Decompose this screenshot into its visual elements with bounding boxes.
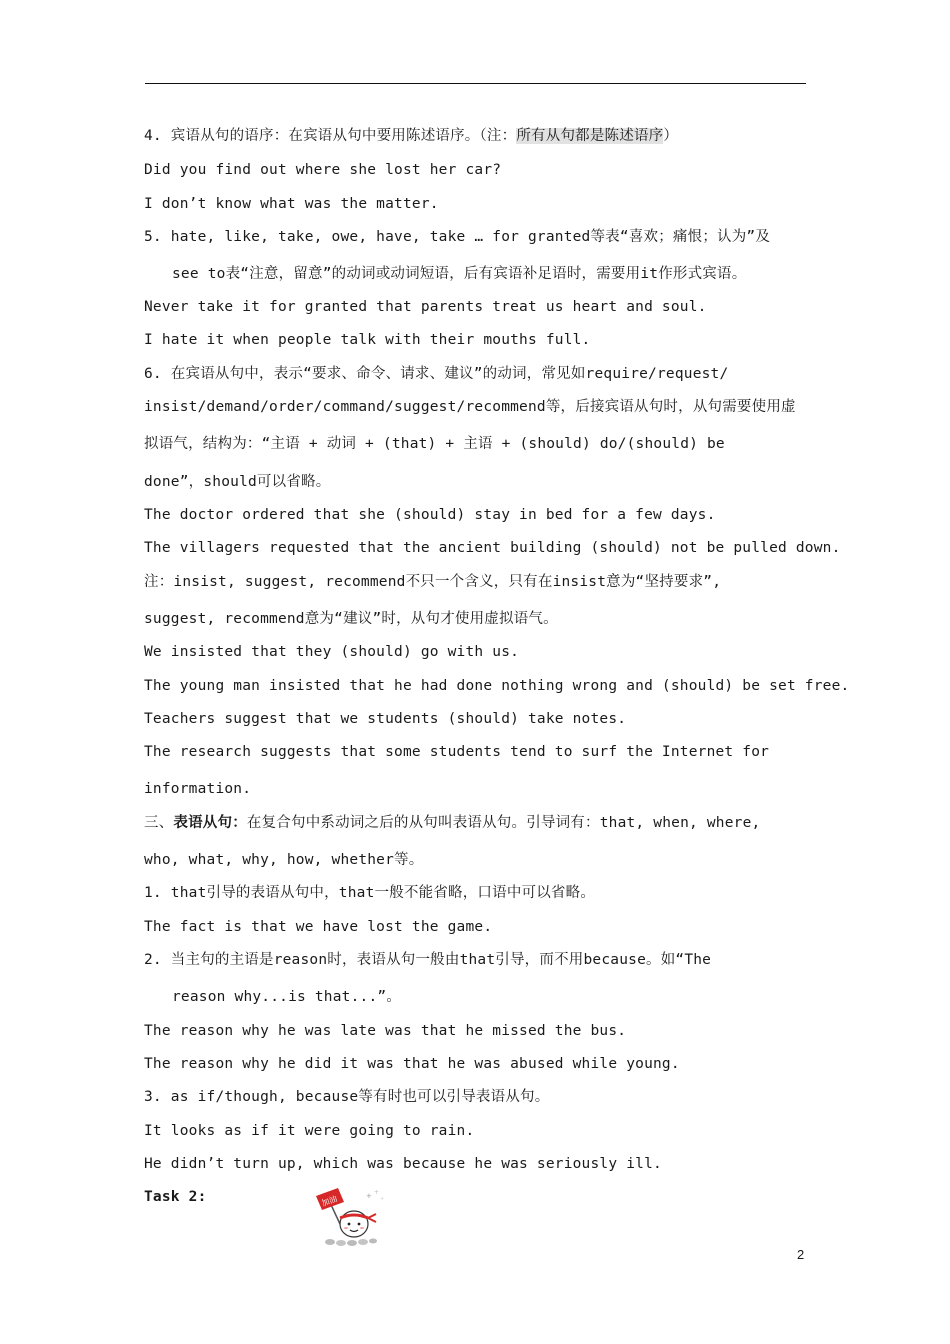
task-2-heading: Task 2: (144, 1189, 207, 1205)
note-line: suggest, recommend意为“建议”时，从句才使用虚拟语气。 (144, 611, 558, 627)
example-sentence: Did you find out where she lost her car? (144, 162, 502, 178)
example-sentence: I don’t know what was the matter. (144, 196, 439, 212)
svg-text:+: + (380, 1196, 385, 1202)
example-sentence: The fact is that we have lost the game. (144, 919, 493, 935)
example-sentence: The young man insisted that he had done nothing wrong and (should) be set free. (144, 678, 850, 694)
example-sentence: information. (144, 781, 252, 797)
example-sentence: I hate it when people talk with their mouths full. (144, 332, 591, 348)
section-3-continuation: who, what, why, how, whether等。 (144, 852, 424, 868)
section-3-heading: 三、表语从句：在复合句中系动词之后的从句叫表语从句。引导词有：that, when, where, (144, 815, 761, 831)
section-3-title: 表语从句： (173, 815, 247, 831)
rule-2-continuation: reason why...is that...”。 (172, 989, 402, 1005)
example-sentence: Teachers suggest that we students (should) take notes. (144, 711, 627, 727)
point-6-continuation: done”，should可以省略。 (144, 474, 331, 490)
example-sentence: We insisted that they (should) go with us. (144, 644, 520, 660)
point-6-continuation: 拟语气，结构为：“主语 + 动词 + (that) + 主语 + (should) do/(should) be (144, 436, 725, 452)
example-sentence: The reason why he was late was that he missed the bus. (144, 1023, 627, 1039)
point-6-continuation: insist/demand/order/command/suggest/recommend等，后接宾语从句时，从句需要使用虚 (144, 399, 796, 415)
example-sentence: It looks as if it were going to rain. (144, 1123, 475, 1139)
cheering-mascot-icon (310, 1184, 390, 1248)
rule-2: 2. 当主句的主语是reason时，表语从句一般由that引导，而不用because。如“The (144, 952, 712, 968)
header-rule (145, 83, 806, 84)
highlighted-note: 所有从句都是陈述语序 (516, 128, 664, 144)
svg-text:+: + (374, 1189, 380, 1196)
svg-text:+: + (366, 1192, 372, 1200)
rule-3: 3. as if/though, because等有时也可以引导表语从句。 (144, 1089, 550, 1105)
note-line: 注：insist, suggest, recommend不只一个含义，只有在insist意为“坚持要求”, (144, 574, 722, 590)
sticker-text: 加油 (320, 1194, 339, 1208)
example-sentence: Never take it for granted that parents treat us heart and soul. (144, 299, 707, 315)
rule-1: 1. that引导的表语从句中，that一般不能省略，口语中可以省略。 (144, 885, 596, 901)
example-sentence: The research suggests that some students tend to surf the Internet for (144, 744, 770, 760)
example-sentence: The doctor ordered that she (should) stay in bed for a few days. (144, 507, 716, 523)
example-sentence: The reason why he did it was that he was abused while young. (144, 1056, 680, 1072)
page-number: 2 (797, 1247, 805, 1262)
point-5-continuation: see to表“注意，留意”的动词或动词短语，后有宾语补足语时，需要用it作形式宾语。 (172, 266, 747, 282)
example-sentence: He didn’t turn up, which was because he was seriously ill. (144, 1156, 662, 1172)
point-6-heading: 6. 在宾语从句中，表示“要求、命令、请求、建议”的动词，常见如require/request/ (144, 366, 729, 382)
point-5-heading: 5. hate, like, take, owe, have, take … for granted等表“喜欢；痛恨；认为”及 (144, 229, 771, 245)
example-sentence: The villagers requested that the ancient building (should) not be pulled down. (144, 540, 841, 556)
point-4-heading: 4. 宾语从句的语序：在宾语从句中要用陈述语序。（注：所有从句都是陈述语序） (144, 128, 679, 144)
